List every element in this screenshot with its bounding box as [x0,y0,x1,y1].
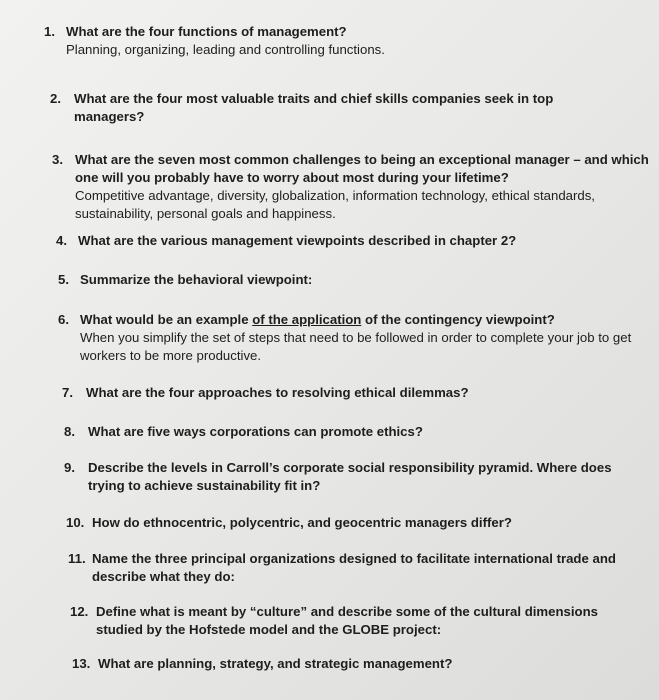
question-1 [44,23,644,59]
question-4 [56,232,616,250]
question-text: Define what is meant by “culture” and describe some of the cultural dimensions studied by the Hofstede model and the GLOBE project: [96,604,598,637]
question-number: 2. [50,91,61,106]
question-text-part: of the contingency viewpoint? [361,312,555,327]
question-text: What are the various management viewpoints described in chapter 2? [78,233,517,248]
question-9 [64,459,644,495]
question-text-part: What would be an example [80,312,253,327]
question-number: 10. [66,515,85,530]
question-number: 6. [58,312,69,327]
question-number: 13. [72,656,91,671]
question-13 [72,655,632,673]
question-text: What are the four approaches to resolving ethical dilemmas? [86,385,469,400]
question-number: 9. [64,460,75,475]
question-10 [66,514,626,532]
question-6 [58,311,638,365]
question-text [80,311,638,329]
question-text: Name the three principal organizations designed to facilitate international trade and describe what they do: [92,551,616,584]
underlined-phrase: of the application [252,312,362,327]
answer-text: When you simplify the set of steps that need to be followed in order to complete your job to get workers to be more productive. [80,330,632,363]
question-text: Summarize the behavioral viewpoint: [80,272,313,287]
question-number: 4. [56,233,67,248]
question-number: 3. [52,152,63,167]
question-3 [52,151,652,223]
question-number: 5. [58,272,69,287]
question-number: 11. [68,551,86,566]
question-text: Describe the levels in Carroll’s corporate social responsibility pyramid. Where does trying to achieve sustainability fit in? [88,460,612,493]
answer-text: Competitive advantage, diversity, globalization, information technology, ethical standards, sustainability, personal goals and happiness. [75,188,595,221]
answer-text: Planning, organizing, leading and controlling functions. [66,42,385,57]
question-text: What are five ways corporations can promote ethics? [88,424,423,439]
question-number: 8. [64,424,75,439]
question-text: What are planning, strategy, and strategic management? [98,656,453,671]
question-number: 12. [70,604,89,619]
question-12 [70,603,645,639]
question-8 [64,423,624,441]
question-text: What are the four most valuable traits and chief skills companies seek in top managers? [74,91,554,124]
question-11 [68,550,648,586]
question-5 [58,271,598,289]
question-number: 1. [44,24,55,39]
question-text: What are the four functions of management? [66,24,347,39]
question-text: How do ethnocentric, polycentric, and geocentric managers differ? [92,515,512,530]
question-7 [62,384,622,402]
question-2 [50,90,610,126]
question-number: 7. [62,385,73,400]
question-text: What are the seven most common challenges to being an exceptional manager – and which one will you probably have to worry about most during your lifetime? [75,152,649,185]
